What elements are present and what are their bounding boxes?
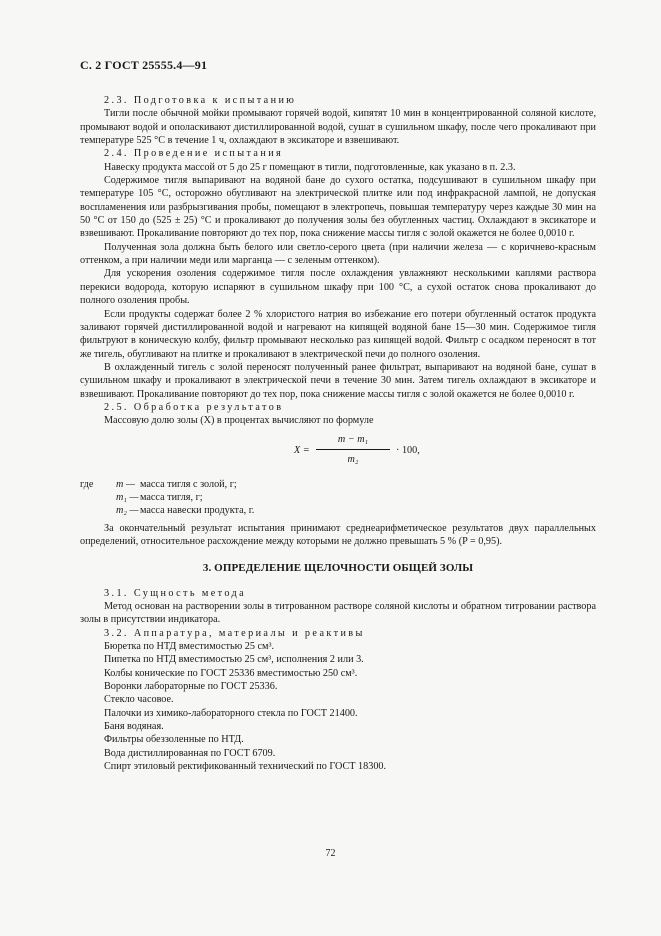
- page-content: [80, 94, 596, 773]
- section-2-4-paragraph-3: Полученная зола должна быть белого или светло-серого цвета (при наличии железа — с коричнево-красным оттенком, а при наличии меди или марганца — с зеленым оттенком).: [80, 241, 596, 267]
- page-number: 72: [325, 848, 336, 859]
- equipment-item: Бюретка по НТД вместимостью 25 см³.: [104, 641, 275, 653]
- formula-tail: · 100,: [396, 444, 420, 456]
- definition-text: масса тигля, г;: [140, 491, 203, 503]
- formula-numerator: m − m₁: [337, 433, 369, 445]
- section-2-5-paragraph-2: За окончательный результат испытания принимают среднеарифметическое результатов двух параллельных определений, относительное расхождение между которыми не должно превышать 5 % (P = 0,95).: [80, 522, 596, 547]
- equipment-item: Палочки из химико-лабораторного стекла по ГОСТ 21400.: [104, 707, 358, 719]
- definition-symbol: m₁ —: [116, 491, 139, 503]
- definition-lead: [80, 491, 116, 504]
- section-2-4-title: 2.4. Проведение испытания: [104, 148, 284, 160]
- section-3-title: 3. ОПРЕДЕЛЕНИЕ ЩЕЛОЧНОСТИ ОБЩЕЙ ЗОЛЫ: [202, 562, 474, 575]
- section-2-4-paragraph-5: Если продукты содержат более 2 % хлористого натрия во избежание его потери обугленный остаток продукта заливают горячей дистиллированной водой и нагревают на кипящей водяной бане 15—30 мин. Содержимое тигля фильтруют в коническую колбу, фильтр промывают несколько раз кипящей водой. Фильтр с осадком переносят в тот же тигель, обугливают на плитке и прокаливают в электрической печи до полного озоления.: [80, 308, 596, 360]
- definition-row: [80, 504, 596, 517]
- section-2-4-paragraph-1: Навеску продукта массой от 5 до 25 г помещают в тигли, подготовленные, как указано в п. 2.3.: [104, 161, 516, 173]
- equipment-item: Вода дистиллированная по ГОСТ 6709.: [104, 747, 276, 759]
- page-header: С. 2 ГОСТ 25555.4—91: [80, 58, 208, 72]
- formula-denominator: m₂: [347, 453, 359, 465]
- definition-row: [80, 478, 596, 491]
- section-2-5-title: 2.5. Обработка результатов: [104, 401, 284, 413]
- section-2-3-paragraph: Тигли после обычной мойки промывают горячей водой, кипятят 10 мин в концентрированной соляной кислоте, промывают водой и ополаскивают дистиллированной водой, сушат в сушильном шкафу, после чего прокаливают при температуре 525 °С в течение 1 ч, охлаждают в эксикаторе и взвешивают.: [80, 108, 596, 147]
- equipment-item: Спирт этиловый ректификованный технический по ГОСТ 18300.: [104, 761, 387, 773]
- formula-lhs: X =: [294, 444, 310, 456]
- section-2-4-paragraph-6: В охлажденный тигель с золой переносят полученный ранее фильтрат, выпаривают на водяной бане, сушат в сушильном шкафу и прокаливают в электрической печи в течение 30 мин. Затем тигель охлаждают в эксикаторе и взвешивают. Прокаливание повторяют до тех пор, пока снижение массы тигля с золой окажется не более 0,0010 г.: [80, 361, 596, 400]
- definition-text: масса навески продукта, г.: [140, 505, 255, 517]
- definition-lead: [80, 504, 116, 517]
- definition-lead: где: [80, 478, 94, 490]
- formula-definitions: [80, 478, 596, 518]
- section-2-4-paragraph-2: Содержимое тигля выпаривают на водяной бане до сухого остатка, подсушивают в сушильном шкафу при температуре 105 °С, осторожно обугливают на электрической плитке или под инфракрасной лампой, не допуская воспламенения или разбрызгивания пробы, помещают в электропечь, повышая температуру через каждые 30 мин на 50 °С от 150 до (525 ± 25) °С и прокаливают до получения золы без обугленных частиц. Охлаждают в эксикаторе и взвешивают. Прокаливание повторяют до тех пор, пока снижение массы тигля с золой окажется не более 0,0010 г.: [80, 175, 596, 240]
- equipment-item: Колбы конические по ГОСТ 25336 вместимостью 250 см³.: [104, 667, 358, 679]
- equipment-item: Фильтры обеззоленные по НТД.: [104, 734, 244, 746]
- equipment-item: Стекло часовое.: [104, 694, 174, 706]
- equipment-item: Воронки лабораторные по ГОСТ 25336.: [104, 681, 278, 693]
- formula-fraction-bar: [316, 449, 390, 450]
- equipment-item: Пипетка по НТД вместимостью 25 см³, исполнения 2 или 3.: [104, 654, 364, 666]
- section-2-5-paragraph-1: Массовую долю золы (X) в процентах вычисляют по формуле: [104, 415, 374, 427]
- section-2-4-paragraph-4: Для ускорения озоления содержимое тигля после охлаждения увлажняют несколькими каплями раствора перекиси водорода, которую испаряют в сушильном шкафу при 100 °С, а сухой остаток снова прокаливают до полного озоления пробы.: [80, 268, 596, 307]
- section-3-2-title: 3.2. Аппаратура, материалы и реактивы: [104, 627, 365, 639]
- definition-text: масса тигля с золой, г;: [140, 478, 237, 490]
- section-3-1-paragraph: Метод основан на растворении золы в титрованном растворе соляной кислоты и обратном титровании раствора золы в присутствии индикатора.: [80, 601, 596, 626]
- ash-fraction-formula: [80, 432, 596, 472]
- definition-symbol: m₂ —: [116, 505, 139, 517]
- section-3-1-title: 3.1. Сущность метода: [104, 587, 247, 599]
- definition-row: [80, 491, 596, 504]
- section-2-3-title: 2.3. Подготовка к испытанию: [104, 95, 297, 106]
- definition-symbol: m —: [116, 478, 135, 490]
- equipment-item: Баня водяная.: [104, 721, 164, 733]
